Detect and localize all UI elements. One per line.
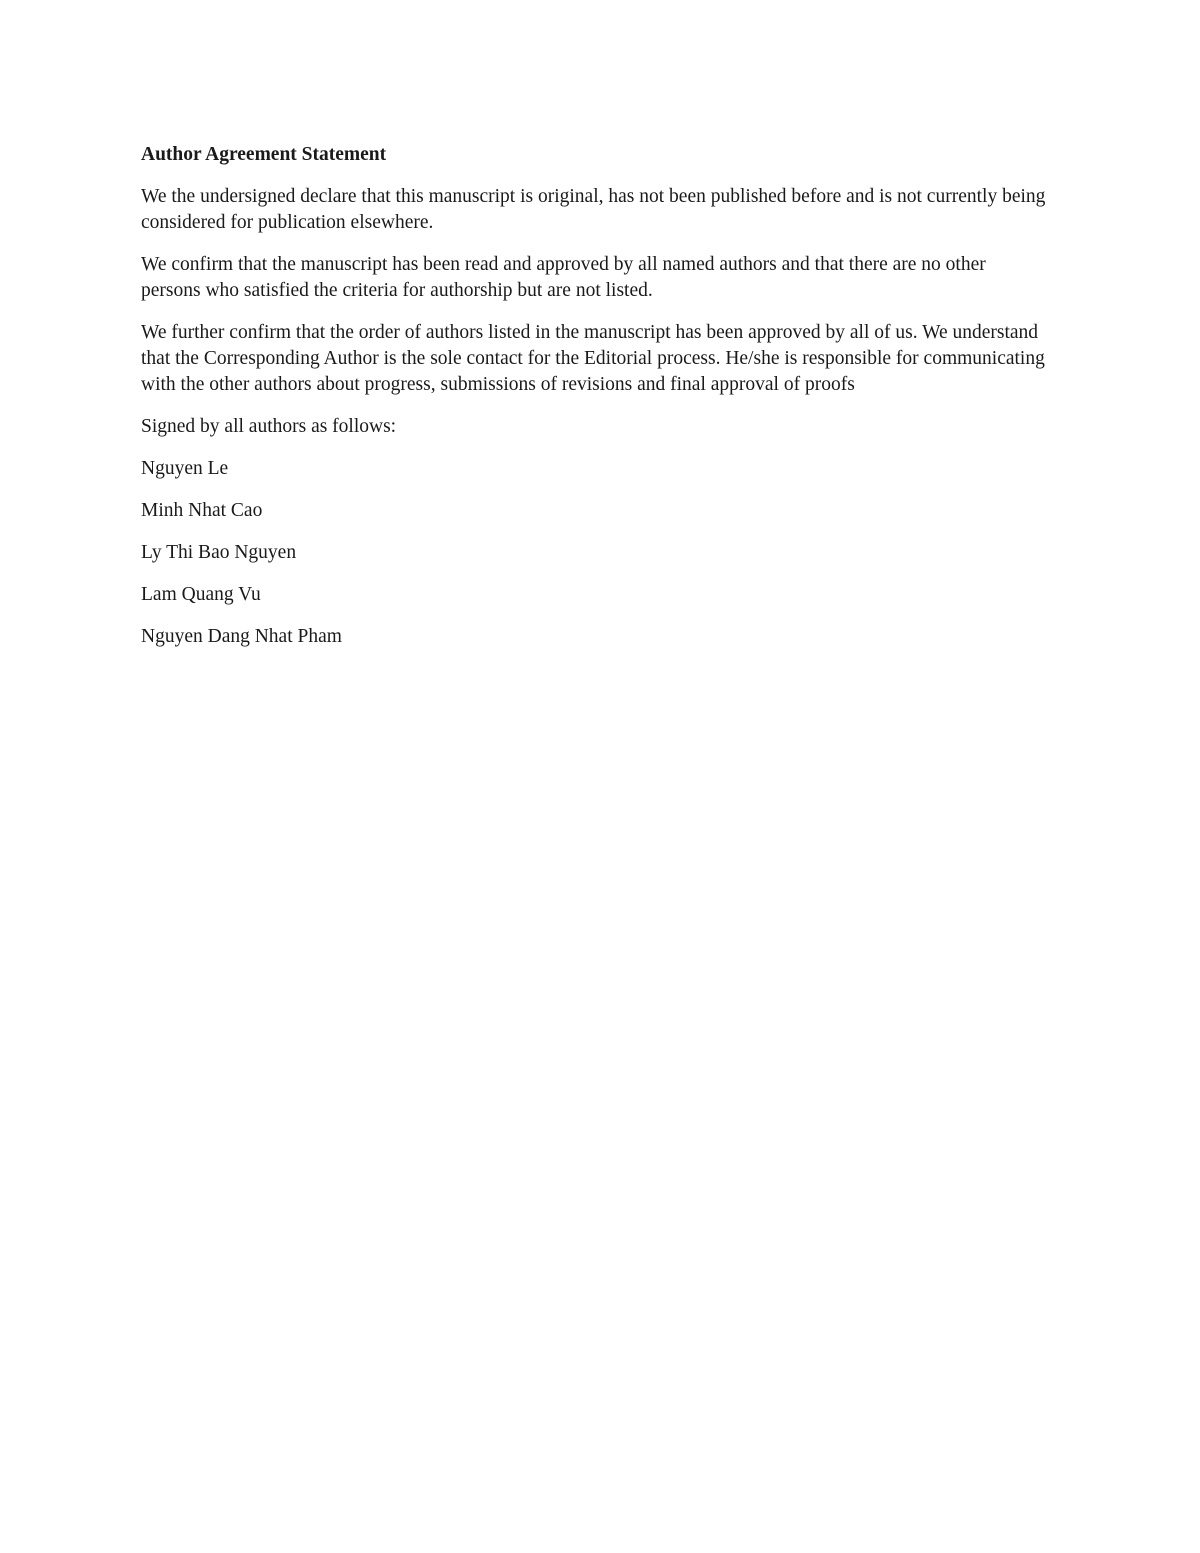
author-name: Nguyen Dang Nhat Pham bbox=[141, 626, 342, 647]
paragraph-author-order: We further confirm that the order of authors listed in the manuscript has been approved by all of us. We understand that the Corresponding Author is the sole contact for the Editorial process. He/she is responsible for communicating with the other authors about progress, submissions of revisions and final approval of proofs bbox=[141, 322, 1045, 395]
author-name: Lam Quang Vu bbox=[141, 584, 261, 605]
author-name: Ly Thi Bao Nguyen bbox=[141, 542, 297, 563]
paragraph-signed-by: Signed by all authors as follows: bbox=[141, 416, 397, 437]
document-title: Author Agreement Statement bbox=[141, 144, 387, 165]
author-name: Minh Nhat Cao bbox=[141, 500, 263, 521]
author-name: Nguyen Le bbox=[141, 458, 229, 479]
document-body bbox=[141, 142, 1046, 666]
paragraph-originality: We the undersigned declare that this manuscript is original, has not been published before and is not currently being considered for publication elsewhere. bbox=[141, 186, 1046, 233]
author-list bbox=[141, 456, 1046, 650]
paragraph-approval: We confirm that the manuscript has been read and approved by all named authors and that there are no other persons who satisfied the criteria for authorship but are not listed. bbox=[141, 254, 986, 301]
